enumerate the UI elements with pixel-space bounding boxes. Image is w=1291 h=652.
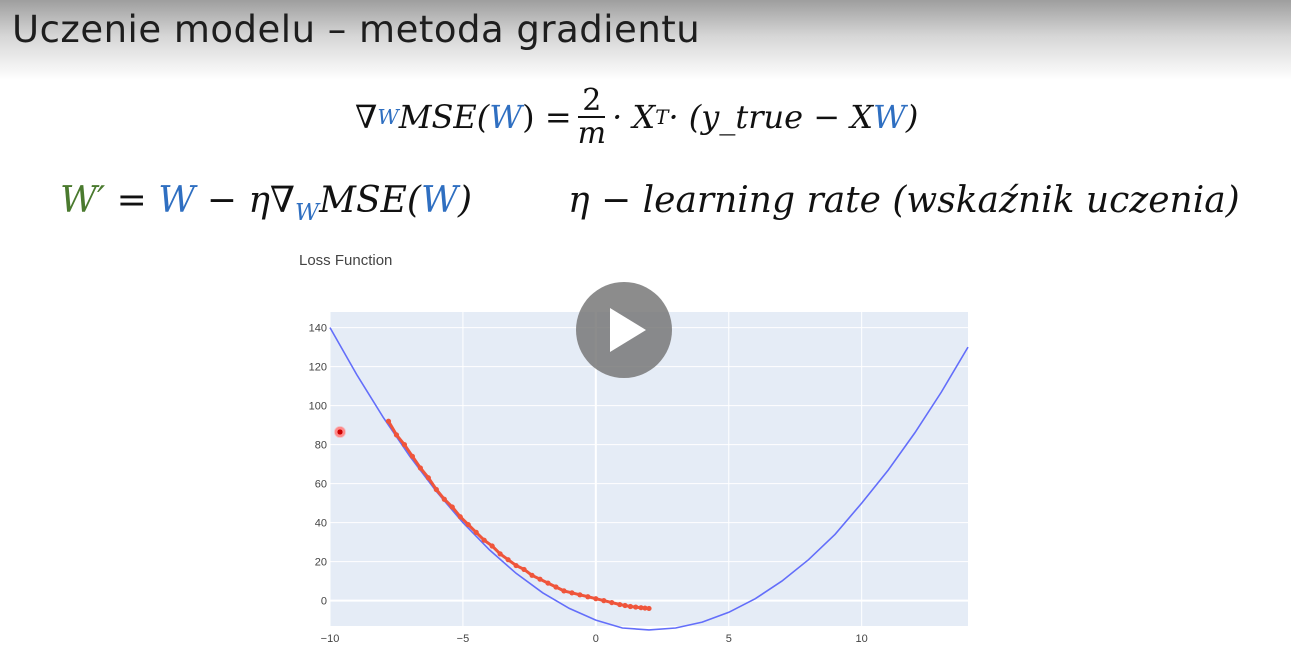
gradient-step-point (410, 454, 415, 459)
update-minus-eta-nabla: − η∇ (195, 180, 296, 221)
x-tick-label: 0 (592, 633, 599, 645)
gradient-step-point (426, 475, 431, 480)
gradient-step-point (442, 497, 447, 502)
fraction-numerator: 2 (578, 85, 605, 119)
gradient-step-point (537, 577, 542, 582)
update-close: ) (457, 180, 472, 221)
x-tick-label: −10 (320, 633, 340, 645)
gradient-step-point (513, 563, 518, 568)
y-tick-label: 40 (314, 517, 327, 530)
gradient-step-point (617, 602, 622, 607)
gradient-step-point (633, 604, 638, 609)
gradient-step-point (553, 584, 558, 589)
gradient-step-point (402, 442, 407, 447)
fraction-denominator: m (577, 116, 607, 151)
y-tick-label: 140 (308, 322, 327, 335)
y-tick-label: 0 (320, 595, 327, 608)
x-axis-ticks (321, 633, 868, 645)
gradient-step-point (386, 419, 391, 424)
gradient-step-point (628, 604, 633, 609)
update-nabla-subscript-w: W (295, 198, 320, 227)
y-tick-label: 80 (314, 439, 327, 452)
gradient-step-point (593, 596, 598, 601)
gradient-step-point (646, 606, 651, 611)
gradient-step-point (545, 580, 550, 585)
play-icon (610, 308, 646, 352)
gradient-step-point (601, 598, 606, 603)
gradient-step-point (585, 594, 590, 599)
gradient-step-point (569, 590, 574, 595)
mse-function: MSE( (398, 98, 490, 136)
transpose-superscript: T (655, 105, 669, 129)
y-tick-label: 120 (308, 361, 327, 374)
gradient-step-point (490, 543, 495, 548)
gradient-step-point (466, 522, 471, 527)
y-tick-label: 100 (308, 400, 327, 413)
residual-close: ) (905, 98, 919, 136)
y-tick-label: 60 (314, 478, 327, 491)
update-mse-arg-w: W (420, 180, 458, 221)
gradient-step-point (394, 432, 399, 437)
gradient-step-point (622, 603, 627, 608)
chart-title: Loss Function (299, 252, 393, 269)
update-equals: = (105, 180, 159, 221)
gradient-step-point (506, 557, 511, 562)
gradient-step-point (521, 567, 526, 572)
w-prime: W′ (60, 180, 106, 221)
update-w: W (158, 180, 196, 221)
update-mse: MSE( (319, 180, 421, 221)
gradient-step-point (577, 592, 582, 597)
play-button[interactable] (576, 282, 672, 378)
gradient-step-point (529, 573, 534, 578)
slide-title: Uczenie modelu – metoda gradientu (12, 8, 701, 51)
gradient-step-point (458, 514, 463, 519)
cursor-highlight (334, 426, 346, 438)
gradient-equation (355, 82, 918, 152)
gradient-step-point (482, 538, 487, 543)
gradient-step-point (609, 600, 614, 605)
nabla-symbol: ∇ (355, 98, 378, 136)
gradient-step-point (434, 487, 439, 492)
gradient-step-point (498, 551, 503, 556)
x-tick-label: 5 (725, 633, 732, 645)
gradient-step-point (561, 588, 566, 593)
update-rule-equation (60, 180, 472, 226)
residual-w: W (872, 98, 906, 136)
gradient-step-point (450, 504, 455, 509)
mse-close-equals: ) = (522, 98, 572, 136)
gradient-step-point (474, 530, 479, 535)
y-tick-label: 20 (314, 556, 327, 569)
x-tick-label: 10 (855, 633, 868, 645)
mse-arg-w: W (489, 98, 523, 136)
residual-term: · (y_true − X (668, 98, 873, 136)
nabla-subscript-w: W (377, 105, 399, 129)
gradient-step-point (418, 465, 423, 470)
learning-rate-label: η − learning rate (wskaźnik uczenia) (568, 180, 1240, 221)
y-axis-ticks (309, 323, 327, 608)
x-tick-label: −5 (456, 633, 470, 645)
fraction-2-over-m (577, 82, 607, 151)
x-transpose: · X (612, 98, 656, 136)
